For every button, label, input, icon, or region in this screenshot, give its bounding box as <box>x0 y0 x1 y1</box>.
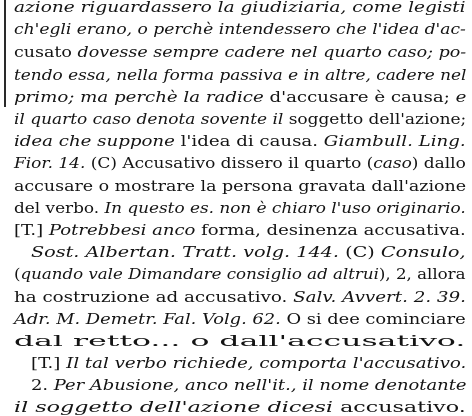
text-line <box>31 378 466 393</box>
text-line <box>14 22 466 37</box>
text-line <box>14 290 466 305</box>
roman-run: [T.] <box>14 221 49 239</box>
italic-run: Adr. M. Demetr. Fal. Volg. 62. <box>14 310 287 328</box>
text-line <box>14 201 466 216</box>
text-line <box>14 45 466 60</box>
text-line <box>14 134 466 149</box>
roman-run: O si dee cominciare <box>286 310 466 328</box>
roman-run: ) dallo <box>411 154 466 172</box>
text-line <box>14 90 466 105</box>
italic-run: Fior. 14. <box>14 154 91 172</box>
text-line <box>14 68 466 83</box>
roman-run: forma, desinenza accusativa. <box>201 221 466 239</box>
italic-run: tendo essa, nella forma passiva e in altre, cadere nel <box>14 66 467 84</box>
roman-run: ha costruzione ad accusativo. <box>14 288 294 306</box>
italic-run: primo; ma perchè la radice <box>14 88 270 106</box>
text-line <box>31 245 466 260</box>
roman-run: ), 2, allora <box>378 265 466 283</box>
italic-run: il soggetto dell'azione dicesi <box>14 398 341 416</box>
roman-run: accusativo. <box>340 398 466 416</box>
italic-run: il quarto caso denota sovente il <box>14 110 289 128</box>
roman-run: l'idea di causa. <box>180 132 324 150</box>
italic-run: idea che suppone <box>14 132 181 150</box>
italic-run: azione riguardassero la giudiziaria, come legisti <box>14 0 466 16</box>
roman-run: d'accusare è causa; <box>269 88 456 106</box>
text-line <box>14 179 466 194</box>
roman-run: ( <box>14 265 21 283</box>
text-line <box>14 312 466 327</box>
italic-run: ch'egli erano, o perchè intendessero che l'idea d'ac- <box>14 20 466 38</box>
roman-run: accusare o mostrare la persona gravata dall'azione <box>14 177 467 195</box>
roman-run: dal retto... o dall'accusativo. <box>14 332 466 350</box>
italic-run: Salv. Avvert. 2. 39. <box>293 288 466 306</box>
text-line <box>31 356 466 371</box>
italic-run: Sost. Albertan. Tratt. volg. 144. <box>31 243 346 261</box>
italic-run: Il tal verbo richiede, comporta l'accusativo. <box>66 354 467 372</box>
roman-run: (C) Accusativo dissero il quarto ( <box>90 154 374 172</box>
roman-run: soggetto dell'azione; <box>288 110 467 128</box>
text-line <box>14 0 466 15</box>
text-line <box>14 223 466 238</box>
italic-run: Potrebbesi anco <box>48 221 202 239</box>
margin-rule <box>4 0 6 107</box>
text-line <box>14 400 466 415</box>
italic-run: dovesse sempre cadere nel quarto caso; po- <box>77 43 467 61</box>
roman-run: (C) <box>345 243 381 261</box>
italic-run: Consulo, <box>380 243 466 261</box>
italic-run: Giambull. Ling. <box>323 132 466 150</box>
text-line <box>14 112 466 127</box>
text-line <box>14 267 466 282</box>
italic-run: e <box>455 88 467 106</box>
roman-run: cusato <box>14 43 78 61</box>
text-line <box>14 334 465 349</box>
roman-run: 2. <box>31 376 54 394</box>
italic-run: Per Abusione, anco nell'it., il nome denotante <box>53 376 467 394</box>
roman-run: [T.] <box>31 354 67 372</box>
italic-run: quando vale Dimandare consiglio ad altrui <box>20 265 379 283</box>
italic-run: In questo es. non è chiaro l'uso originario. <box>104 199 466 217</box>
text-line <box>14 156 466 171</box>
italic-run: caso <box>373 154 412 172</box>
roman-run: del verbo. <box>14 199 105 217</box>
